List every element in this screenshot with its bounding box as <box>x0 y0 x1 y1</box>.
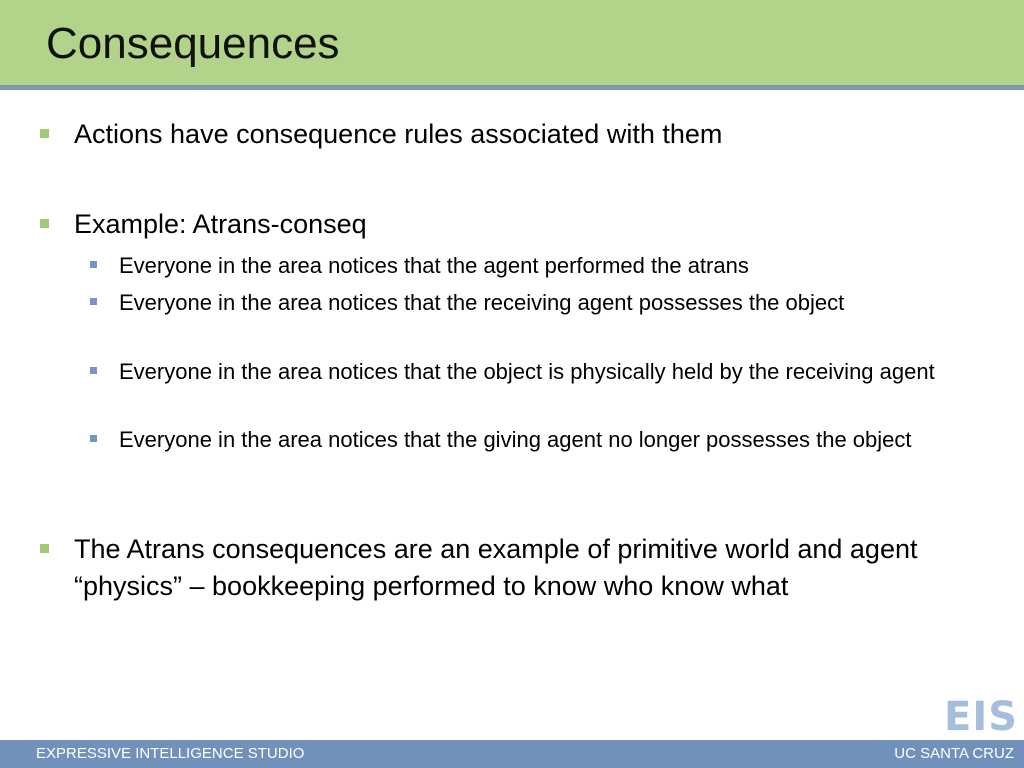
title-bar <box>0 0 1024 90</box>
footer-bar <box>0 740 1024 768</box>
square-bullet-icon <box>40 129 49 138</box>
bullet-item <box>74 116 934 153</box>
sub-bullet-item <box>119 250 939 281</box>
square-bullet-icon <box>40 544 49 553</box>
sub-bullet-item <box>119 424 939 455</box>
sub-bullet-text: Everyone in the area notices that the agent performed the atrans <box>119 253 749 278</box>
sub-bullet-text: Everyone in the area notices that the object is physically held by the receiving agent <box>119 359 935 384</box>
bullet-item <box>74 531 924 605</box>
bullet-text: The Atrans consequences are an example of primitive world and agent “physics” – bookkeeping performed to know who know what <box>74 534 918 601</box>
bullet-text: Actions have consequence rules associated with them <box>74 119 723 149</box>
sub-bullet-item <box>119 287 939 318</box>
sub-bullet-item <box>119 356 939 387</box>
slide-title: Consequences <box>46 19 340 68</box>
bullet-text: Example: Atrans-conseq <box>74 209 367 239</box>
square-bullet-icon <box>40 219 49 228</box>
footer-institution: UC SANTA CRUZ <box>894 745 1014 762</box>
square-bullet-icon <box>90 367 97 374</box>
square-bullet-icon <box>90 298 97 305</box>
slide-content <box>0 90 1024 738</box>
footer-organization: EXPRESSIVE INTELLIGENCE STUDIO <box>36 745 305 762</box>
sub-bullet-text: Everyone in the area notices that the receiving agent possesses the object <box>119 290 845 315</box>
square-bullet-icon <box>90 261 97 268</box>
sub-bullet-text: Everyone in the area notices that the giving agent no longer possesses the object <box>119 427 912 452</box>
square-bullet-icon <box>90 435 97 442</box>
eis-logo: EIS <box>944 694 1019 740</box>
bullet-item <box>74 206 934 243</box>
